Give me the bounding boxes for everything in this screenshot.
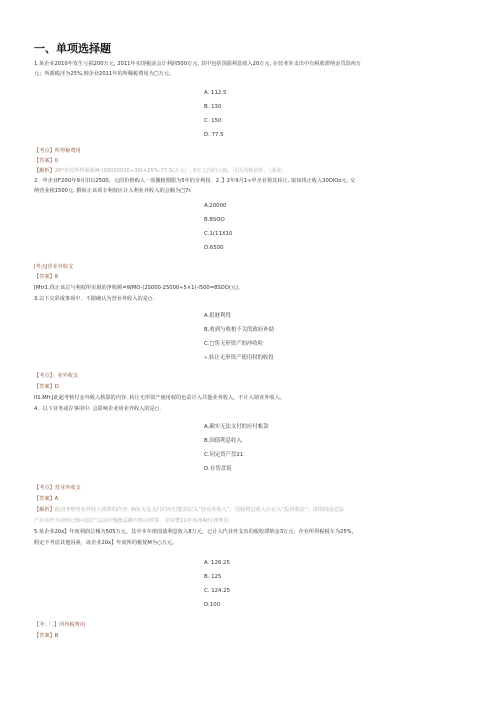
q1-topic: 【考点】所得稅费用 — [34, 148, 81, 154]
q2-stem-line1: 2、甲企业F20U年9月旧以2500、元的价格购入一项撤租期限为5年的专利权．2、】2年9月1∞甲企业将其转让, 取如找止收入30OlOo元, 交 — [34, 178, 356, 184]
q4-analysis-line2: 产应该作为前明过怖•通过“以前年慢操益聃??科目核算，存双赞21应该冲At付理费用. — [34, 518, 231, 524]
q4-analysis-line1 — [34, 507, 344, 514]
q1-stem-line2: 元；所都税淫为25%,则企业2011年的所稀税费用为□万元。 — [34, 71, 175, 77]
q1-analysis-label: 【解析】 — [34, 168, 55, 174]
q3-answer: 【答案】D — [34, 384, 59, 390]
q1-answer: 【答案】0 — [34, 158, 59, 164]
q5-option-a: A. 126.25 — [204, 560, 230, 566]
q1-option-a: A. 112.5 — [204, 90, 227, 96]
q4-option-d: D.存货盘筑 — [204, 466, 232, 472]
q4-option-b: B.国债利息收入 — [204, 438, 242, 444]
q2-answer: 【答案】8 — [34, 274, 59, 280]
q3-option-c: C.□售无形资产的冲收粒 — [204, 341, 264, 347]
q4-analysis-text: 此国考察营业外收入核算的内容. 确实无法支付的应付能款記入”营业外收入”；国使利息收入应记入”投资收益”；盘街的固定法 — [54, 507, 344, 513]
q1-option-b: B. 130 — [204, 104, 222, 110]
q4-topic: 【考点】营业外收支 — [34, 485, 81, 491]
q2-option-a: A.20000 — [204, 203, 227, 209]
q5-answer: 【答案】B — [34, 633, 59, 639]
q4-option-a: A.确实无法支付的应付帐款 — [204, 424, 269, 430]
q3-option-d: ».转让无形资产使用权的收投 — [204, 355, 274, 361]
q3-option-b: B,收到与收柏不关的政府补助 — [204, 327, 275, 333]
q5-option-c: C. 124.25 — [204, 588, 231, 594]
q5-option-b: B. 125 — [204, 574, 222, 580]
q4-stem: 4、以下业务或存事项中, 会影响企业用业外收入的是○. — [34, 406, 161, 412]
q5-stem-line1: 5.某企业20x】年度利润总械为505万元，其中本年俵国债利息收入8万元，已计入代业外支出的税收滞纳金3万元；企业所得税税车为25%， — [34, 529, 357, 535]
q2-analysis: [Mtr1.找止该总与利权所实現的净收顾=WMO-(2S000-25000÷5×1)-l500=8SOO(元)。 — [34, 285, 244, 291]
q1-analysis-text: 20*年的所得稅系M-(S0020020+30)×25%-77.5(万元）, 5年之内的亏损，可以用税前补，《弥补。 — [54, 168, 288, 174]
q5-option-d: D.100 — [204, 602, 221, 608]
q1-option-d: D. 77.5 — [204, 132, 224, 138]
q3-option-a: A.捐财利得 — [204, 313, 231, 319]
q3-topic: 【考点】」业外收支 — [34, 373, 79, 379]
q3-stem: 3.以下交彩成事项中，不限确认为营业外收入的是○. — [34, 296, 155, 302]
q2-option-d: D.6500 — [204, 245, 224, 251]
q2-stem-line2: 纳营业税1500元. 猬转止该项专利权应计入利业外收入的会额为□7r. — [34, 188, 192, 194]
q1-analysis — [34, 168, 287, 175]
q5-topic: 【考:「、】所得税费用 — [34, 622, 86, 628]
section-title: 一、单项选择题 — [34, 42, 111, 55]
q1-option-c: C. 150 — [204, 118, 222, 124]
q5-stem-line2: 假定不考虑其他因素，该企业20x】年度所的税优M为○万元。 — [34, 540, 178, 546]
q2-option-b: B.8SOO — [204, 217, 225, 223]
q2-option-c: C.1(11X10 — [204, 231, 233, 237]
q4-answer: 【答案】A — [34, 496, 59, 502]
q2-topic: J考点J营业外收支 — [34, 264, 74, 270]
q4-option-c: C.同定资产盘21 — [204, 452, 244, 458]
q1-stem-line1: 1.某企业2010年发生亏损200万元, 2011年实现税前会计利润500万元, 其中包括国债利息收入20万元, 在营业外支出中有税收滞纳金罚款州万 — [34, 61, 362, 67]
q4-analysis-label: 【解析】 — [34, 507, 55, 513]
q3-analysis: If1.Mfr.J此超考核付金外收入核算的内容. 转让无形资产使用权的色益计入共他业务收入，不计入销业外收入。 — [34, 395, 285, 401]
